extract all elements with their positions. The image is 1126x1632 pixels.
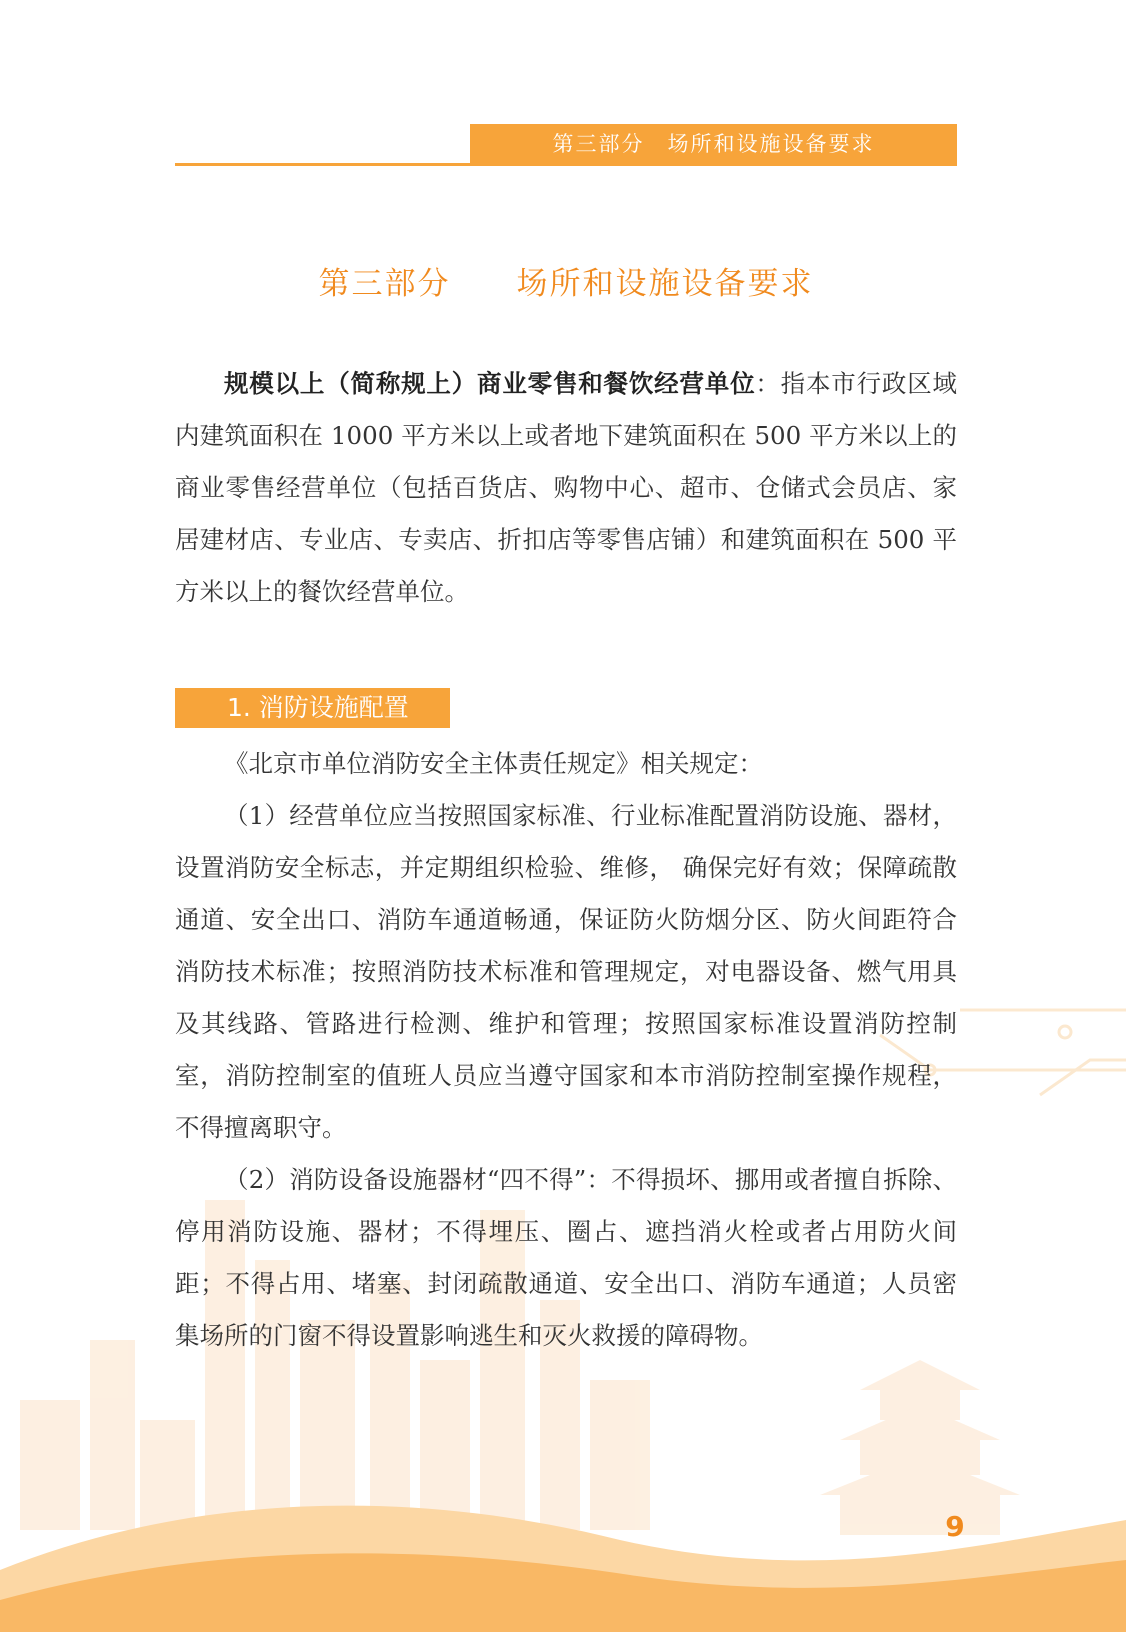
page-title: 第三部分 场所和设施设备要求 [318, 266, 814, 302]
regulation-item: （2）消防设备设施器材“四不得”：不得损坏、挪用或者擅自拆除、停用消防设施、器材；不得埋压、圈占、遮挡消火栓或者占用防火间距；不得占用、堵塞、封闭疏散通道、安全出口、消防车通道；人员密集场所的门窗不得设置影响逃生和灭火救援的障碍物。 [175, 1165, 957, 1350]
page-number: 9 [945, 1510, 965, 1543]
header-rule [175, 163, 957, 166]
intro-paragraph [175, 358, 957, 618]
regulation-reference: 《北京市单位消防安全主体责任规定》相关规定： [224, 749, 763, 778]
section-badge: 1. 消防设施配置 [175, 688, 450, 728]
section-body [175, 738, 957, 1362]
running-header: 第三部分 场所和设施设备要求 [470, 124, 957, 164]
intro-definition: ：指本市行政区域内建筑面积在 1000 平方米以上或者地下建筑面积在 500 平方米以上的商业零售经营单位（包括百货店、购物中心、超市、仓储式会员店、家居建材店、专业店、专卖店、折扣店等零售店铺）和建筑面积在 500 平方米以上的餐饮经营单位。 [175, 369, 957, 606]
regulation-item: （1）经营单位应当按照国家标准、行业标准配置消防设施、器材，设置消防安全标志，并定期组织检验、维修， 确保完好有效；保障疏散通道、安全出口、消防车通道畅通，保证防火防烟分区、防火间距符合消防技术标准；按照消防技术标准和管理规定，对电器设备、燃气用具及其线路、管路进行检测、维护和管理；按照国家标准设置消防控制室，消防控制室的值班人员应当遵守国家和本市消防控制室操作规程，不得擅离职守。 [175, 801, 957, 1142]
intro-term: 规模以上（简称规上）商业零售和餐饮经营单位 [224, 369, 756, 398]
